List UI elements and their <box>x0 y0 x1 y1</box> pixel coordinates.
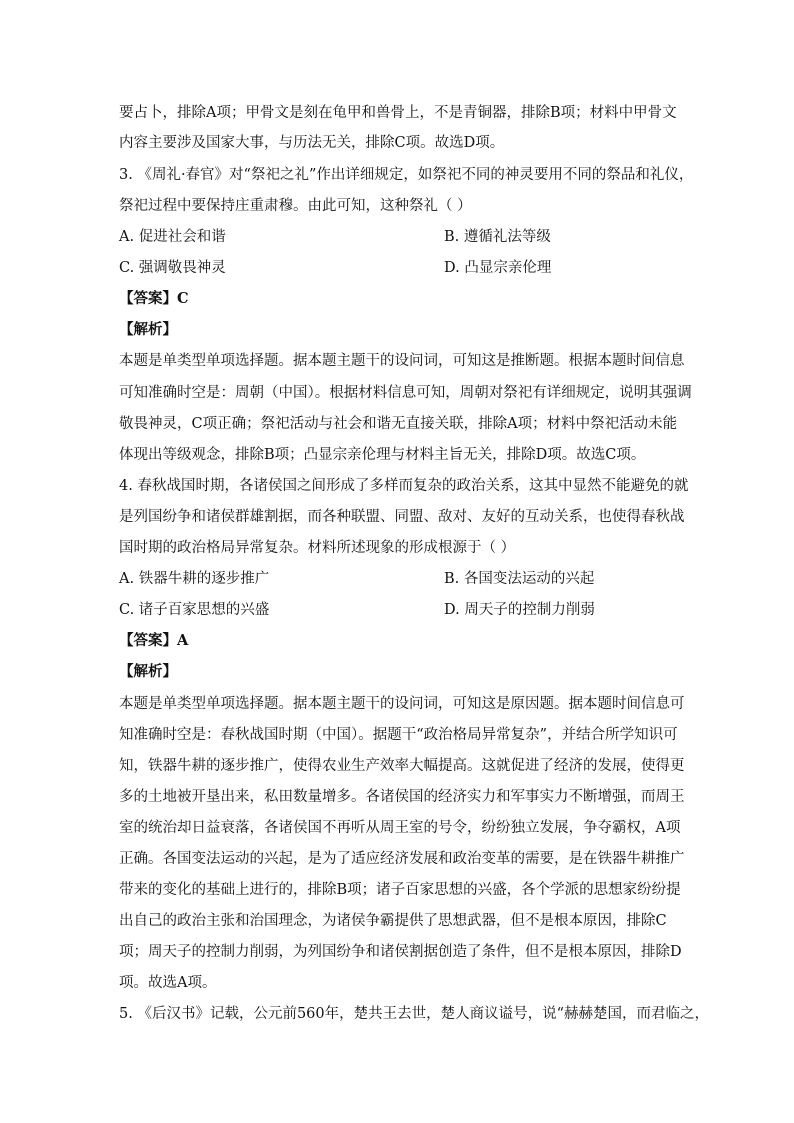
q4-analysis-line-1: 本题是单类型单项选择题。据本题主题干的设问词，可知这是原因题。据本题时间信息可 <box>119 696 685 712</box>
q3-analysis-heading: 【解析】 <box>119 321 177 338</box>
q4-analysis-line-3: 知，铁器牛耕的逐步推广，使得农业生产效率大幅提高。这就促进了经济的发展，使得更 <box>119 758 685 774</box>
q4-option-c: C. 诸子百家思想的兴盛 <box>119 602 270 618</box>
q3-option-c: C. 强调敬畏神灵 <box>119 260 226 276</box>
q4-stem-line-3: 国时期的政治格局异常复杂。材料所述现象的形成根源于（ ） <box>119 540 516 556</box>
q4-analysis-line-4: 多的土地被开垦出来，私田数量增多。各诸侯国的经济实力和军事实力不断增强，而周王 <box>119 789 685 805</box>
q2-analysis-line-2: 内容主要涉及国家大事，与历法无关，排除C项。故选D项。 <box>119 135 505 151</box>
q3-analysis-line-1: 本题是单类型单项选择题。据本题主题干的设问词，可知这是推断题。根据本题时间信息 <box>119 353 685 369</box>
q4-analysis-line-9: 项；周天子的控制力削弱，为列国纷争和诸侯割据创造了条件，但不是根本原因，排除D <box>119 944 682 960</box>
q4-analysis-line-6: 正确。各国变法运动的兴起，是为了适应经济发展和政治变革的需要，是在铁器牛耕推广 <box>119 851 685 867</box>
q4-analysis-line-7: 带来的变化的基础上进行的，排除B项；诸子百家思想的兴盛，各个学派的思想家纷纷提 <box>119 882 681 898</box>
q3-stem-line-1: 3. 《周礼·春官》对“祭祀之礼”作出详细规定，如祭祀不同的神灵要用不同的祭品和礼仪， <box>119 167 694 183</box>
q3-option-d: D. 凸显宗亲伦理 <box>444 260 552 276</box>
q4-analysis-line-2: 知准确时空是：春秋战国时期（中国）。据题干“政治格局异常复杂”，并结合所学知识可 <box>119 727 678 743</box>
q3-option-a: A. 促进社会和谐 <box>119 229 226 245</box>
q3-stem-line-2: 祭祀过程中要保持庄重肃穆。由此可知，这种祭礼（ ） <box>119 198 472 214</box>
q4-analysis-heading: 【解析】 <box>119 663 177 680</box>
q3-answer: 【答案】C <box>119 290 189 307</box>
q4-analysis-line-5: 室的统治却日益衰落，各诸侯国不再听从周王室的号令，纷纷独立发展，争夺霸权，A项 <box>119 820 681 836</box>
q3-option-b: B. 遵循礼法等级 <box>444 229 551 245</box>
q4-analysis-line-10: 项。故选A项。 <box>119 975 217 991</box>
q3-analysis-line-2: 可知准确时空是：周朝（中国）。根据材料信息可知，周朝对祭祀有详细规定，说明其强调 <box>119 385 692 401</box>
q3-analysis-line-3: 敬畏神灵，C项正确；祭祀活动与社会和谐无直接关联，排除A项；材料中祭祀活动未能 <box>119 416 678 432</box>
q4-stem-line-2: 是列国纷争和诸侯群雄割据，而各种联盟、同盟、敌对、友好的互动关系，也使得春秋战 <box>119 509 685 525</box>
q4-answer: 【答案】A <box>119 632 189 649</box>
q4-option-a: A. 铁器牛耕的逐步推广 <box>119 571 270 587</box>
q4-stem-line-1: 4. 春秋战国时期，各诸侯国之间形成了多样而复杂的政治关系，这其中显然不能避免的就 <box>119 478 689 494</box>
q4-option-b: B. 各国变法运动的兴起 <box>444 571 595 587</box>
q4-analysis-line-8: 出自己的政治主张和治国理念，为诸侯争霸提供了思想武器，但不是根本原因，排除C <box>119 913 667 929</box>
q2-analysis-line-1: 要占卜，排除A项；甲骨文是刻在龟甲和兽骨上，不是青铜器，排除B项；材料中甲骨文 <box>119 105 677 121</box>
q3-analysis-line-4: 体现出等级观念，排除B项；凸显宗亲伦理与材料主旨无关，排除D项。故选C项。 <box>119 447 646 463</box>
q5-stem-line-1: 5. 《后汉书》记载，公元前560年，楚共王去世，楚人商议谥号，说“赫赫楚国，而君临之， <box>119 1006 710 1022</box>
q4-option-d: D. 周天子的控制力削弱 <box>444 602 595 618</box>
